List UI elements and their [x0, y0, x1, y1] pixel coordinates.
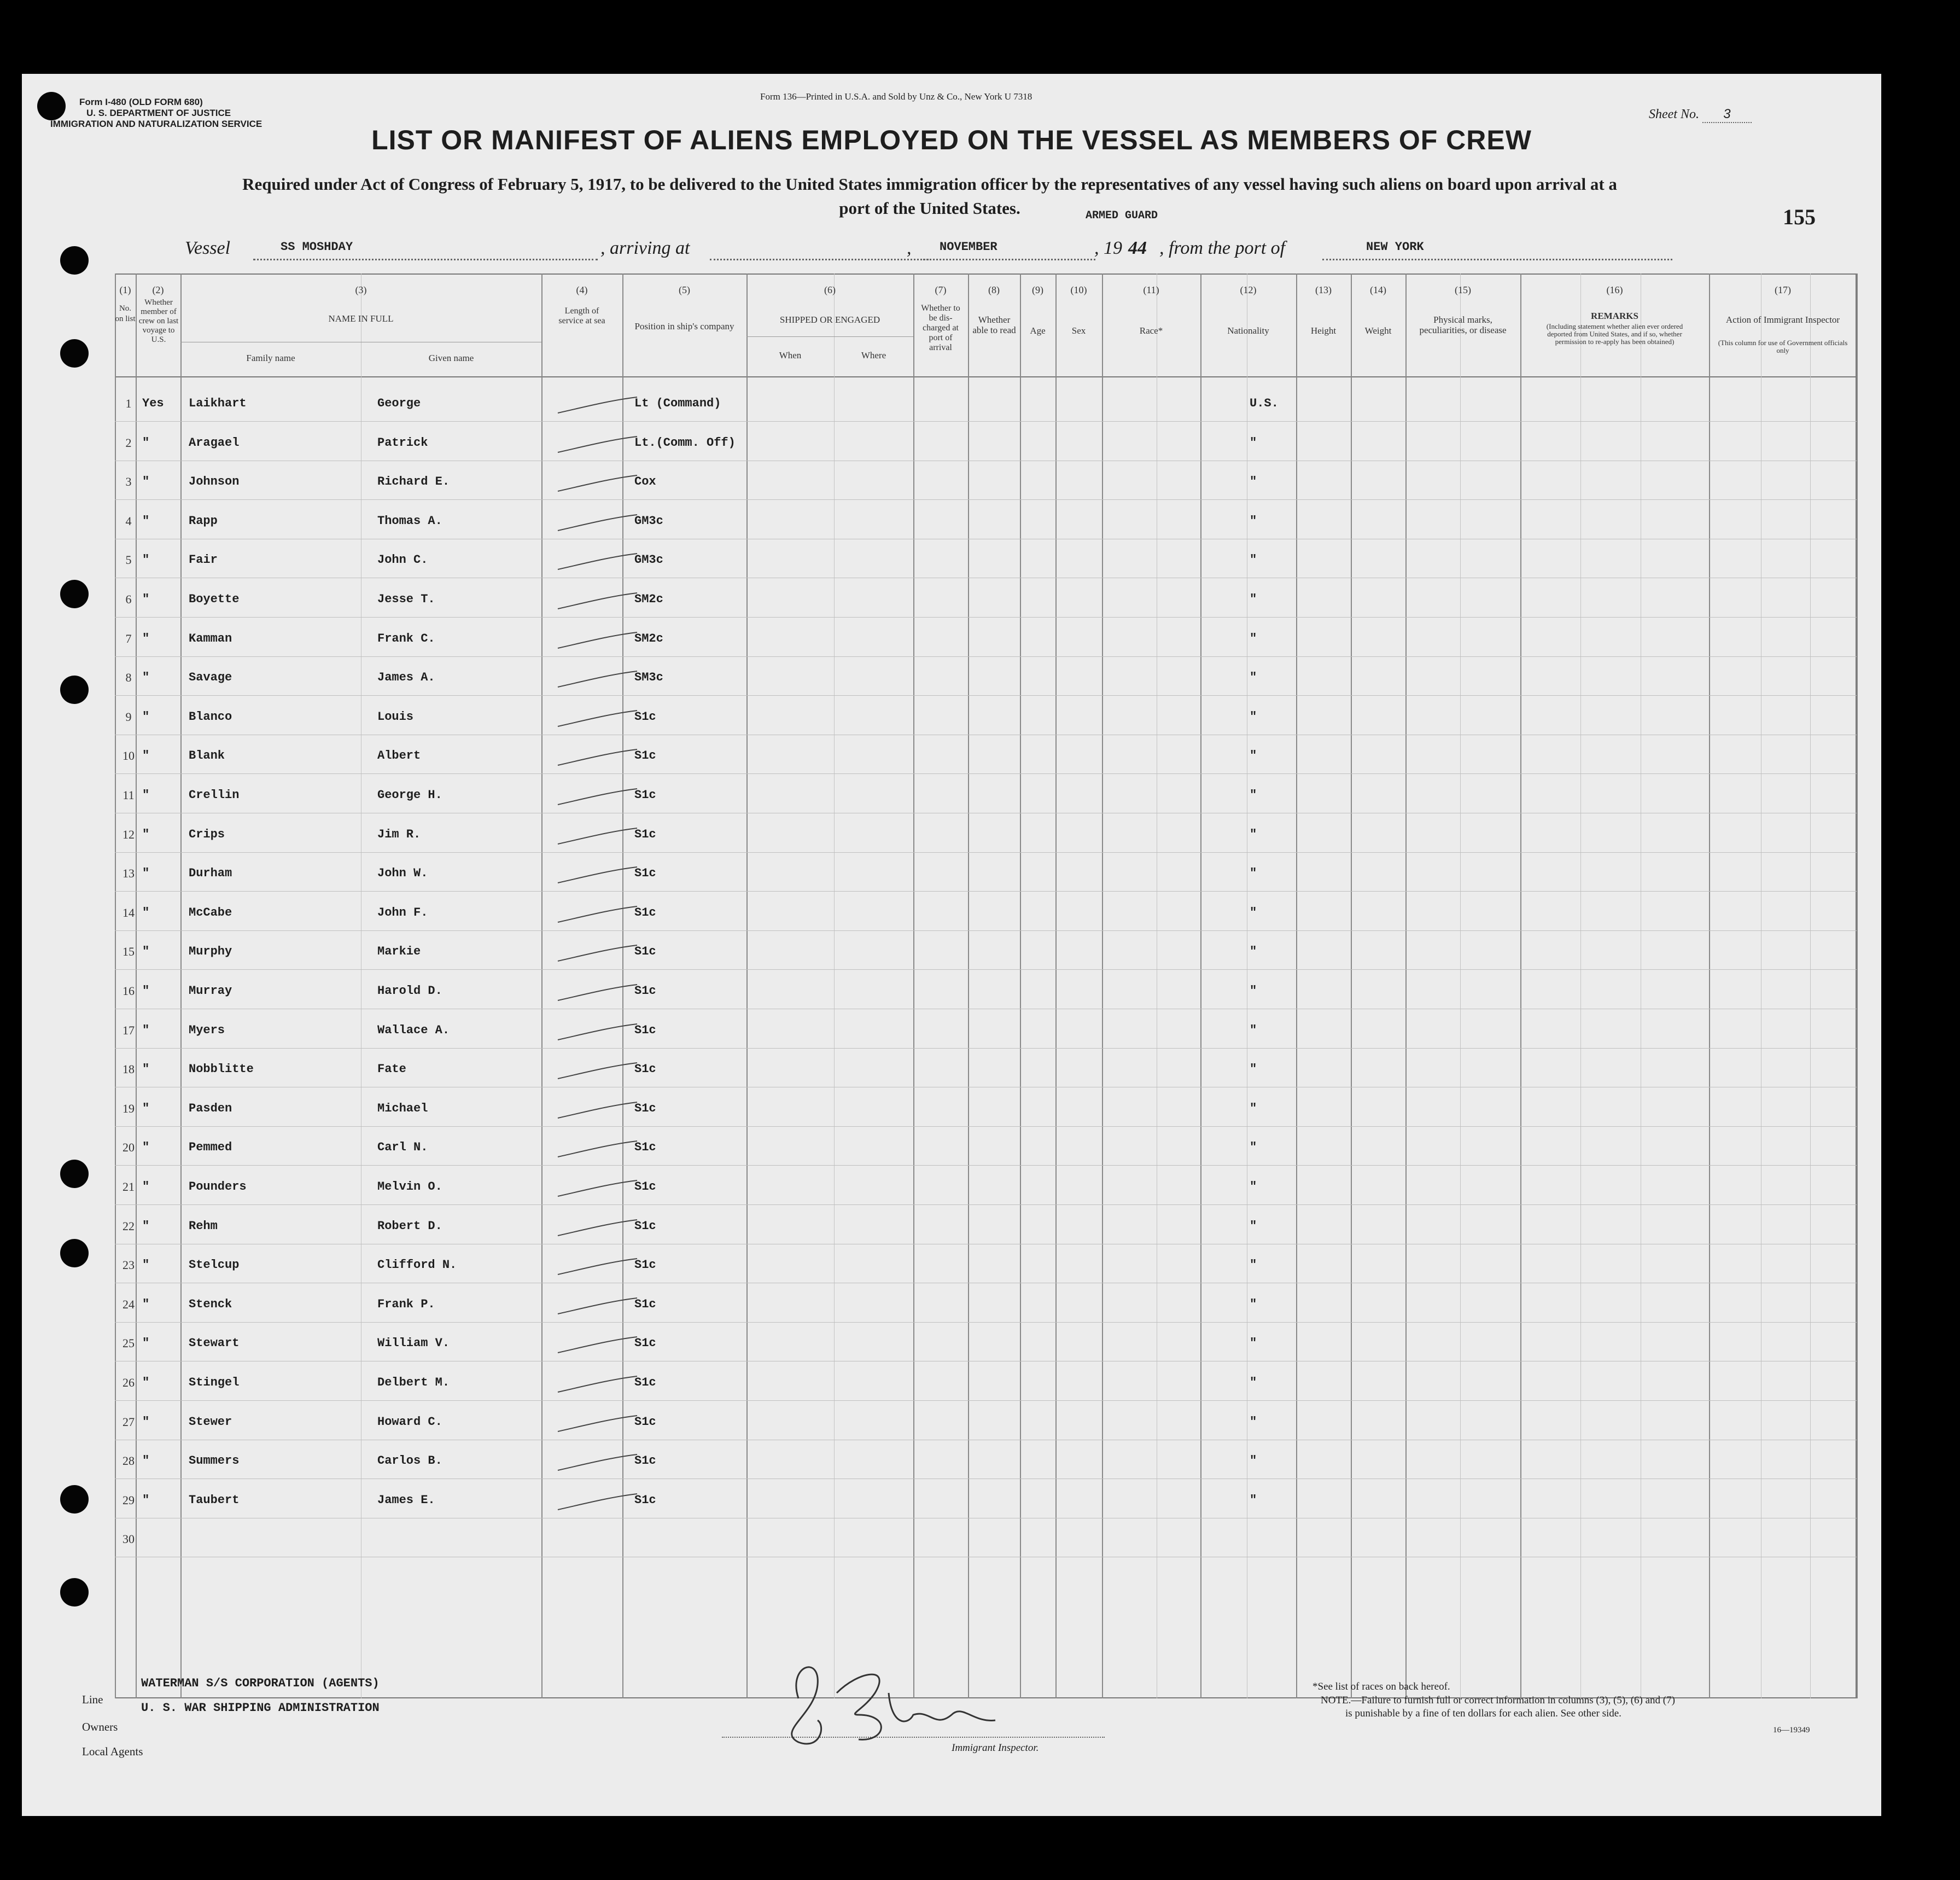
given-name: Melvin O.: [377, 1180, 442, 1194]
family-name: Crellin: [189, 788, 240, 802]
row-number: 11: [122, 788, 135, 802]
crew-last-voyage: ": [142, 866, 150, 881]
position: S1c: [634, 1415, 656, 1429]
service-pen-stroke: [555, 981, 643, 1003]
nationality: ": [1250, 827, 1257, 841]
crew-last-voyage: ": [142, 475, 150, 489]
given-name: Jesse T.: [377, 592, 435, 606]
crew-last-voyage: ": [142, 1101, 150, 1115]
crew-last-voyage: Yes: [142, 397, 164, 410]
given-name: Delbert M.: [377, 1376, 450, 1389]
crew-last-voyage: ": [142, 1140, 150, 1155]
service-pen-stroke: [555, 746, 643, 768]
col-crew-header: Whether member of crew on last voyage to U.S.: [138, 298, 179, 344]
family-name: Blank: [189, 749, 225, 763]
row-number: 16: [122, 984, 135, 998]
row-number: 9: [125, 709, 132, 724]
given-name: Fate: [377, 1062, 406, 1076]
family-name: Pemmed: [189, 1140, 232, 1155]
col-when-header: When: [779, 350, 802, 360]
service-pen-stroke: [555, 629, 643, 651]
local-agents-label: Local Agents: [82, 1745, 143, 1758]
crew-last-voyage: ": [142, 1336, 150, 1351]
crew-last-voyage: ": [142, 671, 150, 685]
from-port-label: , from the port of: [1159, 238, 1286, 258]
service-pen-stroke: [555, 472, 643, 494]
row-number: 18: [122, 1062, 135, 1076]
nationality: ": [1250, 788, 1257, 802]
service-pen-stroke: [555, 785, 643, 807]
crew-last-voyage: ": [142, 553, 150, 567]
row-number: 29: [122, 1493, 135, 1507]
position: S1c: [634, 905, 656, 919]
crew-last-voyage: ": [142, 1454, 150, 1468]
given-name: Howard C.: [377, 1415, 442, 1429]
service-pen-stroke: [555, 394, 643, 416]
family-name: Durham: [189, 866, 232, 881]
position: S1c: [634, 827, 656, 841]
form-number: Form I-480 (OLD FORM 680): [79, 97, 203, 107]
service-pen-stroke: [555, 1412, 643, 1434]
family-name: Boyette: [189, 592, 240, 606]
given-name: Wallace A.: [377, 1023, 450, 1037]
crew-last-voyage: ": [142, 788, 150, 802]
given-name: Clifford N.: [377, 1258, 457, 1272]
position: Lt (Command): [634, 397, 721, 410]
service-pen-stroke: [555, 1099, 643, 1121]
nationality: ": [1250, 945, 1257, 959]
page-stamp: 155: [1783, 205, 1816, 229]
col-shipped-header: SHIPPED OR ENGAGED: [779, 315, 880, 325]
note-line-1: NOTE.—Failure to furnish full or correct information in columns (3), (5), (6) and (7): [1321, 1695, 1675, 1706]
punch-hole: [60, 1239, 89, 1267]
col-weight-header: Weight: [1364, 325, 1392, 336]
position: S1c: [634, 1454, 656, 1468]
given-name: Carl N.: [377, 1140, 428, 1155]
family-name: Murray: [189, 984, 232, 998]
position: S1c: [634, 1376, 656, 1389]
family-name: Stewart: [189, 1336, 240, 1351]
crew-table: [115, 273, 1857, 1698]
position: S1c: [634, 1336, 656, 1351]
sheet-number: 3: [1702, 107, 1752, 123]
row-number: 21: [122, 1180, 135, 1194]
service-pen-stroke: [555, 668, 643, 690]
position: S1c: [634, 1062, 656, 1076]
given-name: James E.: [377, 1493, 435, 1507]
service-pen-stroke: [555, 1177, 643, 1199]
given-name: Carlos B.: [377, 1454, 442, 1468]
row-number: 4: [125, 514, 132, 528]
nationality: ": [1250, 1219, 1257, 1233]
family-name: Taubert: [189, 1493, 240, 1507]
nationality: ": [1250, 905, 1257, 919]
given-name: Michael: [377, 1101, 428, 1115]
position: S1c: [634, 1258, 656, 1272]
col-given-header: Given name: [428, 353, 474, 363]
owners-label: Owners: [82, 1720, 118, 1733]
position: GM3c: [634, 553, 663, 567]
position: S1c: [634, 1493, 656, 1507]
row-number: 13: [122, 866, 135, 881]
col-where-header: Where: [861, 350, 886, 360]
given-name: Frank P.: [377, 1297, 435, 1311]
owners-value: U. S. WAR SHIPPING ADMINISTRATION: [141, 1701, 380, 1715]
given-name: Patrick: [377, 435, 428, 450]
family-name: Stewer: [189, 1415, 232, 1429]
nationality: ": [1250, 1336, 1257, 1351]
col-no-header: No. on list: [115, 304, 136, 323]
position: S1c: [634, 1023, 656, 1037]
position: GM3c: [634, 514, 663, 528]
position: Cox: [634, 475, 656, 489]
col-age-header: Age: [1030, 325, 1046, 336]
service-pen-stroke: [555, 903, 643, 925]
nationality: ": [1250, 1297, 1257, 1311]
nationality: ": [1250, 475, 1257, 489]
department: U. S. DEPARTMENT OF JUSTICE: [86, 108, 231, 118]
service-pen-stroke: [555, 590, 643, 612]
crew-last-voyage: ": [142, 435, 150, 450]
crew-last-voyage: ": [142, 945, 150, 959]
service-pen-stroke: [555, 825, 643, 847]
row-number: 22: [122, 1219, 135, 1233]
sheet-number-label: Sheet No. 3: [1649, 107, 1752, 123]
row-number: 8: [125, 671, 132, 685]
row-number: 24: [122, 1297, 135, 1311]
position: Lt.(Comm. Off): [634, 435, 736, 450]
position: S1c: [634, 984, 656, 998]
family-name: Crips: [189, 827, 225, 841]
punch-hole: [60, 246, 89, 275]
service-pen-stroke: [555, 1217, 643, 1238]
family-name: Stenck: [189, 1297, 232, 1311]
given-name: George H.: [377, 788, 442, 802]
col-physical-header: Physical marks, peculiarities, or disease: [1419, 315, 1507, 335]
service-pen-stroke: [555, 1255, 643, 1277]
family-name: Murphy: [189, 945, 232, 959]
nationality: U.S.: [1250, 397, 1279, 410]
punch-hole: [60, 339, 89, 368]
family-name: Rehm: [189, 1219, 218, 1233]
row-number: 20: [122, 1140, 135, 1155]
given-name: Thomas A.: [377, 514, 442, 528]
family-name: McCabe: [189, 905, 232, 919]
nationality: ": [1250, 1454, 1257, 1468]
col-name-header: NAME IN FULL: [328, 313, 394, 324]
requirement-text: Required under Act of Congress of February 5, 1917, to be delivered to the United States immigration officer by the representatives of any vessel having such aliens on board upon arrival at a port of the United States.: [242, 174, 1617, 218]
crew-last-voyage: ": [142, 1023, 150, 1037]
races-note: *See list of races on back hereof.: [1312, 1681, 1450, 1692]
year-prefix: , 19: [1094, 238, 1122, 258]
service-pen-stroke: [555, 1021, 643, 1043]
punch-hole: [37, 92, 66, 120]
row-number: 1: [125, 397, 132, 410]
nationality: ": [1250, 435, 1257, 450]
family-name: Laikhart: [189, 397, 247, 410]
service-pen-stroke: [555, 511, 643, 533]
line-label: Line: [82, 1693, 103, 1706]
col-position-header: Position in ship's company: [634, 321, 734, 331]
row-number: 28: [122, 1454, 135, 1468]
row-number: 3: [125, 475, 132, 489]
given-name: John C.: [377, 553, 428, 567]
line-value: WATERMAN S/S CORPORATION (AGENTS): [141, 1677, 380, 1690]
family-name: Stelcup: [189, 1258, 240, 1272]
signature-caption: Immigrant Inspector.: [952, 1742, 1039, 1754]
crew-last-voyage: ": [142, 1376, 150, 1389]
crew-last-voyage: ": [142, 1219, 150, 1233]
family-name: Savage: [189, 671, 232, 685]
service-pen-stroke: [555, 550, 643, 572]
service-pen-stroke: [555, 864, 643, 886]
given-name: Richard E.: [377, 475, 450, 489]
family-name: Johnson: [189, 475, 240, 489]
position: S1c: [634, 709, 656, 724]
row-number: 27: [122, 1415, 135, 1429]
given-name: John W.: [377, 866, 428, 881]
row-number: 6: [125, 592, 132, 606]
family-name: Pounders: [189, 1180, 247, 1194]
form-code: 16—19349: [1773, 1726, 1810, 1735]
position: S1c: [634, 1297, 656, 1311]
row-number: 2: [125, 435, 132, 450]
nationality: ": [1250, 631, 1257, 645]
col-nationality-header: Nationality: [1227, 325, 1269, 336]
from-port: NEW YORK: [1366, 240, 1424, 254]
nationality: ": [1250, 984, 1257, 998]
nationality: ": [1250, 1101, 1257, 1115]
row-number: 23: [122, 1258, 135, 1272]
given-name: William V.: [377, 1336, 450, 1351]
position: SM2c: [634, 631, 663, 645]
crew-last-voyage: ": [142, 1493, 150, 1507]
arrival-month: NOVEMBER: [940, 240, 998, 254]
given-name: John F.: [377, 905, 428, 919]
crew-last-voyage: ": [142, 631, 150, 645]
row-number: 14: [122, 905, 135, 919]
family-name: Aragael: [189, 435, 240, 450]
family-name: Stingel: [189, 1376, 240, 1389]
nationality: ": [1250, 1493, 1257, 1507]
nationality: ": [1250, 1258, 1257, 1272]
nationality: ": [1250, 749, 1257, 763]
note-line-2: is punishable by a fine of ten dollars for each alien. See other side.: [1345, 1708, 1621, 1719]
service-pen-stroke: [555, 1138, 643, 1160]
col-read-header: Whether able to read: [972, 315, 1016, 335]
crew-last-voyage: ": [142, 592, 150, 606]
nationality: ": [1250, 1415, 1257, 1429]
col-service-header: Length of service at sea: [558, 306, 605, 325]
col-action-subheader: (This column for use of Government officials only: [1718, 339, 1848, 354]
position: S1c: [634, 866, 656, 881]
family-name: Summers: [189, 1454, 240, 1468]
service-pen-stroke: [555, 942, 643, 964]
col-race-header: Race*: [1139, 325, 1163, 336]
row-number: 15: [122, 945, 135, 959]
service-pen-stroke: [555, 1451, 643, 1473]
family-name: Kamman: [189, 631, 232, 645]
crew-last-voyage: ": [142, 1062, 150, 1076]
col-remarks-subheader: (Including statement whether alien ever ordered deported from United States, and if so, whether permission to re-apply has been obtained): [1546, 322, 1683, 346]
position: S1c: [634, 1101, 656, 1115]
crew-last-voyage: ": [142, 1258, 150, 1272]
given-name: James A.: [377, 671, 435, 685]
nationality: ": [1250, 592, 1257, 606]
row-number: 12: [122, 827, 135, 841]
position: S1c: [634, 1219, 656, 1233]
col-height-header: Height: [1310, 325, 1337, 336]
col-family-header: Family name: [246, 353, 295, 363]
crew-last-voyage: ": [142, 1297, 150, 1311]
nationality: ": [1250, 514, 1257, 528]
nationality: ": [1250, 709, 1257, 724]
service-pen-stroke: [555, 433, 643, 455]
crew-last-voyage: ": [142, 905, 150, 919]
nationality: ": [1250, 553, 1257, 567]
year-suffix: 44: [1128, 238, 1147, 258]
arriving-label: , arriving at: [600, 238, 690, 258]
crew-last-voyage: ": [142, 709, 150, 724]
row-number: 19: [122, 1101, 135, 1115]
page-title: LIST OR MANIFEST OF ALIENS EMPLOYED ON THE VESSEL AS MEMBERS OF CREW: [371, 125, 1532, 155]
col-discharged-header: Whether to be dis-charged at port of arrival: [921, 304, 960, 352]
printer-line: Form 136—Printed in U.S.A. and Sold by Unz & Co., New York U 7318: [760, 91, 1032, 102]
position: SM3c: [634, 671, 663, 685]
punch-hole: [60, 676, 89, 704]
col-action-header: Action of Immigrant Inspector: [1725, 315, 1840, 325]
given-name: Louis: [377, 709, 414, 724]
position: SM2c: [634, 592, 663, 606]
punch-hole: [60, 1160, 89, 1188]
given-name: Albert: [377, 749, 421, 763]
vessel-name: SS MOSHDAY: [281, 240, 353, 254]
armed-guard-note: ARMED GUARD: [1086, 209, 1158, 222]
given-name: Jim R.: [377, 827, 421, 841]
nationality: ": [1250, 1023, 1257, 1037]
nationality: ": [1250, 671, 1257, 685]
given-name: Markie: [377, 945, 421, 959]
position: S1c: [634, 1140, 656, 1155]
position: S1c: [634, 788, 656, 802]
col-sex-header: Sex: [1071, 325, 1086, 336]
service-pen-stroke: [555, 1295, 643, 1317]
row-number: 30: [122, 1532, 135, 1546]
family-name: Rapp: [189, 514, 218, 528]
position: S1c: [634, 749, 656, 763]
row-number: 25: [122, 1336, 135, 1351]
row-number: 17: [122, 1023, 135, 1037]
crew-last-voyage: ": [142, 827, 150, 841]
col-remarks-header: REMARKS: [1591, 311, 1638, 321]
service-pen-stroke: [555, 1491, 643, 1512]
punch-hole: [60, 580, 89, 608]
crew-last-voyage: ": [142, 749, 150, 763]
service-pen-stroke: [555, 1334, 643, 1355]
family-name: Pasden: [189, 1101, 232, 1115]
nationality: ": [1250, 1140, 1257, 1155]
service-pen-stroke: [555, 1060, 643, 1081]
given-name: Robert D.: [377, 1219, 442, 1233]
position: S1c: [634, 1180, 656, 1194]
nationality: ": [1250, 1062, 1257, 1076]
punch-hole: [60, 1578, 89, 1607]
row-number: 10: [122, 749, 135, 763]
family-name: Myers: [189, 1023, 225, 1037]
service-pen-stroke: [555, 707, 643, 729]
position: S1c: [634, 945, 656, 959]
nationality: ": [1250, 1180, 1257, 1194]
family-name: Nobblitte: [189, 1062, 254, 1076]
punch-hole: [60, 1485, 89, 1514]
crew-last-voyage: ": [142, 984, 150, 998]
row-number: 26: [122, 1376, 135, 1389]
crew-last-voyage: ": [142, 514, 150, 528]
manifest-sheet: Form I-480 (OLD FORM 680) U. S. DEPARTMENT OF JUSTICE IMMIGRATION AND NATURALIZATION SERVICE Form 136—Printed in U.S.A. and Sold by Unz & Co., New York U 7318 Sheet No. 3 155 LIST OR MANIFEST OF ALIENS EMPLOYED ON THE VESSEL AS MEMBERS OF CREW Required under Act of Congress of February 5, 1917, to be delivered to the United States immigration officer by the representatives of any vessel having such aliens on board upon arrival at a port of the United States. ARMED GUARD Vessel SS MOSHDAY , arriving at , NOVEMBER , 19 44 , from the port of NEW YORK (1) No. on list (2) Whether member of crew on last voyage to U.S. (3) NAME IN FULL Family name Given name (4) Length of service at sea (5) Position in ship's company (6) SHIPPED OR ENGAGED When Where (7) Whether to be dis-charged at port of arrival (8) Whether able to read (9) Age (10) Sex (11) Race* (12) Nationality (13) Height (14) Weight (15) Physical marks, peculiarities, or disease (16) REMARKS (Including statement whether alien ever ordered deported from United States, and if so, whether permission to re-apply has been obtained) (17) Action of Immigrant Inspector (This column for use of Government officials only 1 Yes Laikhart George Lt (Command) U.S. 2 " Aragael Patrick Lt.(Comm. Off) " 3 " Johnson Richard E. Cox " 4 " Rapp Thomas A. GM3c " 5 " Fair John C. GM3c " 6 " Boyette Jesse T. SM2c " 7 " Kamman Frank C. SM2c " 8 " Savage James A. SM3c " 9 " Blanco Louis S1c " 10 " Blank Albert S1c " 11 " Crellin George H. S1c " 12 " Crips Jim R. S1c " 13 " Durham John W. S1c " 14 " McCabe John F. S1c " 15 " Murphy Markie S1c " 16 " Murray Harold D. S1c " 17 " Myers Wallace A. S1c " 18 " Nobblitte Fate S1c " 19 " Pasden Michael S1c " 20 " Pemmed Carl N. S1c " 21 " Pounders Melvin O. S1c " 22 " Rehm Robert D. S1c " 23 " Stelcup Clifford N. S1c " 24 " Stenck Frank P. S1c " 25 " Stewart William V. S1c " 26 " Stingel Delbert M. S1c " 27 " Stewer Howard C. S1c " 28 " Summers Carlos B. S1c " 29 " Taubert James E. S1c " 30 Line WATERMAN S/S CORPORATION (AGENTS) Owners U. S. WAR SHIPPING ADMINISTRATION Local Agents Immigrant Inspector. *See list of races on back hereof. NOTE.—Failure to furnish full or correct information in columns (3), (5), (6) and (7) is punishable by a fine of ten dollars for each alien. See other side. 16—19349: [22, 74, 1881, 1816]
given-name: George: [377, 397, 421, 410]
nationality: ": [1250, 866, 1257, 881]
crew-last-voyage: ": [142, 1415, 150, 1429]
given-name: Harold D.: [377, 984, 442, 998]
row-number: 5: [125, 553, 132, 567]
crew-last-voyage: ": [142, 1180, 150, 1194]
service-pen-stroke: [555, 1373, 643, 1395]
family-name: Fair: [189, 553, 218, 567]
family-name: Blanco: [189, 709, 232, 724]
given-name: Frank C.: [377, 631, 435, 645]
service: IMMIGRATION AND NATURALIZATION SERVICE: [50, 119, 262, 129]
vessel-line: Vessel SS MOSHDAY , arriving at , NOVEMBER , 19 44 , from the port of NEW YORK: [185, 238, 1716, 265]
nationality: ": [1250, 1376, 1257, 1389]
row-number: 7: [125, 631, 132, 645]
vessel-label: Vessel: [185, 238, 231, 258]
